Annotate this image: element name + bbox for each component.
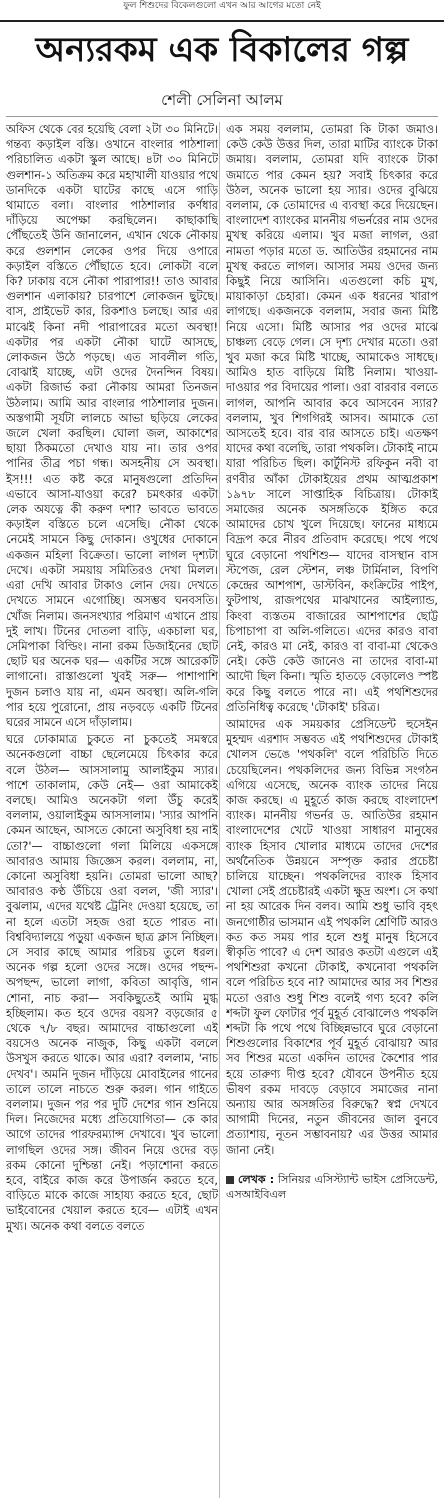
left-paragraph-2: ঘরে ঢোকামাত্র চুকতে না চুকতেই সমস্বরে অনেকগুলো বাচ্চা ছেলেমেয়ে চিৎকার করে বলে উঠল— আসসালামু আলাইকুম স্যার। পাশে তাকালাম, কেউ নেই— ওরা আমাকেই বলছে। আমিও অনেকটা গলা উঁচু করেই বললাম, ওয়ালাইকুম আসসালাম। 'স্যার আপনি কেমন আছেন, আসতে কোনো অসুবিধা হয় নাই তো?'— বাচ্চাগুলো গলা মিলিয়ে একসঙ্গে আবারও আমায় জিজ্ঞেস করল। বললাম, না, কোনো অসুবিধা হয়নি। তোমরা ভালো আছ? আবারও কণ্ঠ উঁচিয়ে ওরা বলল, 'জী স্যার'। বুঝলাম, এদের যথেষ্ট ট্রেনিং দেওয়া হয়েছে, তা না হলে এতটা সহজ ওরা হতে পারত না। বিশ্ববিদ্যালয়ে পড়ুয়া একজন ছাত্র ক্লাস নিচ্ছিল। সে সবার কাছে আমার পরিচয় তুলে ধরল। অনেক গল্প হলো ওদের সঙ্গে। ওদের পছন্দ-অপছন্দ, ভালো লাগা, কবিতা আবৃত্তি, গান শোনা, নাচ করা— সবকিছুতেই আমি মুগ্ধ হচ্ছিলাম। কত হবে ওদের বয়স? বড়জোর ৫ থেকে ৭/৮ বছর। আমাদের বাচ্চাগুলো এই বয়সেও অনেক নাজুক, কিছু একটা বললে উসখুস করতে থাকে। আর এরা? বললাম, 'নাচ দেখব'। অমনি দুজন দাঁড়িয়ে মোবাইলের গানের তালে তালে নাচতে শুরু করল। গান গাইতে বললাম। দুজন পর পর দুটি দেশের গান শুনিয়ে দিল। নিজেদের মধ্যে প্রতিযোগিতা— কে কার আগে তাদের পারফরম্যান্স দেখাবে। খুব ভালো লাগছিল ওদের সঙ্গ। জীবন নিয়ে ওদের বড় রকম কোনো দুশ্চিন্তা নেই। পড়াশোনা করতে হবে, বাইরে কাজ করে উপার্জন করতে হবে, বাড়িতে মাকে কাজে সাহায্য করতে হবে, ছোট ভাইবোনের খেয়াল করতে হবে— এটাই এখন মুখ্য। অনেক কথা বলতে বলতে xyxy=(6,733,218,1233)
column-divider xyxy=(219,122,220,1498)
author-note xyxy=(226,1172,438,1202)
right-paragraph-2: আমাদের এক সময়কার প্রেসিডেন্ট হুসেইন মুহম্মদ এরশাদ সম্ভবত এই পথশিশুদের টোকাই খোলস ভেঙে 'পথকলি' বলে পরিচিতি দিতে চেয়েছিলেন। পথকলিদের জন্য বিভিন্ন সংগঠন এগিয়ে এসেছে, অনেক ব্যাংক তাদের নিয়ে কাজ করছে। এ মুহূর্তে কাজ করছে বাংলাদেশ ব্যাংক। মাননীয় গভর্নর ড. আতিউর রহমান বাংলাদেশের খেটে খাওয়া সাধারণ মানুষের ব্যাংক হিসাব খোলার মাধ্যমে তাদের দেশের অর্থনৈতিক উন্নয়নে সম্পৃক্ত করার প্রচেষ্টা চালিয়ে যাচ্ছেন। পথকলিদের ব্যাংক হিসাব খোলা সেই প্রচেষ্টারই একটা ক্ষুদ্র অংশ। সে কথা না হয় আরেক দিন বলব। আমি শুধু ভাবি বৃহৎ জনগোষ্ঠীর ভাসমান এই পথকলি শ্রেণিটি আরও কত কত সময় পার হলে শুধু মানুষ হিসেবে স্বীকৃতি পাবে? এ দেশ আরও কতটা এগুলে এই পথশিশুরা কখনো টোকাই, কখনোবা পথকলি বলে পরিচিত হবে না? আমাদের আর সব শিশুর মতো ওরাও শুধু শিশু বলেই গণ্য হবে? কলি শব্দটা ফুল ফোটার পূর্ব মুহূর্ত বোঝালেও পথকলি শব্দটা কি পথে পথে বিচ্ছিন্নভাবে ঘুরে বেড়ানো শিশুগুলোর বিকাশের পূর্ব মুহূর্ত বোঝায়? আর সব শিশুর মতো একদিন তাদের কৈশোর পার হয়ে তারুণ্য দীপ্ত হবে? যৌবনে উপনীত হয়ে ভীষণ রকম দাবড়ে বেড়াবে সমাজের নানা অন্যায় আর অসঙ্গতির বিরুদ্ধে? স্বপ্ন দেখবে আগামী দিনের, নতুন জীবনের জাল বুনবে প্রত্যাশায়, নূতন সম্ভাবনায়? এর উত্তর আমার জানা নেই। xyxy=(226,717,438,1157)
header-rule xyxy=(6,116,438,117)
right-column xyxy=(226,122,438,1498)
square-bullet-icon xyxy=(226,1176,234,1184)
top-caption: ফুল শিশুদের বিকেলগুলো এখন আর আগের মতো নেই xyxy=(123,1,321,11)
article-title: অন্যরকম এক বিকালের গল্প xyxy=(0,20,444,78)
author-label: লেখক : xyxy=(238,1172,275,1186)
author-designation: সিনিয়র এসিস্ট্যান্ট ভাইস প্রেসিডেন্ট, এসআইবিএল xyxy=(226,1172,438,1201)
byline: শেলী সেলিনা আলম xyxy=(161,91,283,109)
right-paragraph-1: এক সময় বললাম, তোমরা কি টাকা জমাও। কেউ কেউ উত্তর দিল, তারা মাটির ব্যাংকে টাকা জমায়। বললাম, তোমরা যদি ব্যাংকে টাকা জমাতে পার কেমন হয়? সবাই চিৎকার করে উঠল, অনেক ভালো হয় স্যার। ওদের বুঝিয়ে বললাম, কে তোমাদের এ ব্যবস্থা করে দিয়েছেন। বাংলাদেশ ব্যাংকের মাননীয় গভর্নরের নাম ওদের মুখস্থ করিয়ে এলাম। খুব মজা লাগল, ওরা নামতা পড়ার মতো ড. আতিউর রহমানের নাম মুখস্থ করতে লাগল। আসার সময় ওদের জন্য কিছুই নিয়ে আসিনি। এতগুলো কচি মুখ, মায়াকাড়া চেহারা। কেমন এক ধরনের খারাপ লাগছে। একজনকে বললাম, সবার জন্য মিষ্টি নিয়ে এসো। মিষ্টি আসার পর ওদের মাঝে চাঞ্চল্য বেড়ে গেল। সে দৃশ্য দেখার মতো। ওরা খুব মজা করে মিষ্টি খাচ্ছে, আমাকেও সাধছে। আমিও হাত বাড়িয়ে মিষ্টি নিলাম। খাওয়া-দাওয়ার পর বিদায়ের পালা। ওরা বারবার বলতে লাগল, আপনি আবার কবে আসবেন স্যার? বললাম, খুব শিগগিরই আসব। আমাকে তো আসতেই হবে। বার বার আসতে চাই। এতক্ষণ যাদের কথা বলেছি, তারা পথকলি। টোকাই নামে যারা পরিচিত ছিল। কার্টুনিস্ট রফিকুন নবী বা রণবীর আঁকা টোকাইয়ের প্রথম আত্মপ্রকাশ ১৯৭৮ সালে সাপ্তাহিক বিচিত্রায়। টোকাই সমাজের অনেক অসঙ্গতিকে ইঙ্গিত করে আমাদের চোখ খুলে দিয়েছে। ফানের মাধ্যমে বিদ্রূপ করে নীরব প্রতিবাদ করেছে। পথে পথে ঘুরে বেড়ানো পথশিশু— যাদের বাসস্থান বাস স্টপেজ, রেল স্টেশন, লঞ্চ টার্মিনাল, বিপণি কেন্দ্রের আশপাশ, ডাস্টবিন, কংক্রিটের পাইপ, ফুটপাথ, রাজপথের মাঝখানের আইল্যান্ড, কিংবা ব্যস্ততম বাজারের আশপাশের ছোট্ট চিপাচাপা বা অলি-গলিতে। এদের কারও বাবা নেই, কারও মা নেই, কারও বা বাবা-মা থেকেও নেই। কেউ কেউ জানেও না তাদের বাবা-মা আদৌ ছিল কিনা। স্মৃতি হাতড়ে বেড়ালেও স্পষ্ট করে কিছু বলতে পারে না। এই পথশিশুদের প্রতিনিধিত্ব করেছে 'টোকাই' চরিত্র। xyxy=(226,123,438,714)
left-paragraph-1: অফিস থেকে বের হয়েছি বেলা ২টা ৩০ মিনিটে। গন্তব্য কড়াইল বস্তি। ওখানে বাংলার পাঠশালা পরিচালিত একটা স্কুল আছে। ৪টা ৩০ মিনিটে গুলশান-১ অতিক্রম করে মহাখালী যাওয়ার পথে ডানদিকে একটা ঘাটের কাছে এসে গাড়ি থামাতে বলা। বাংলার পাঠশালার কর্ণধার দাঁড়িয়ে অপেক্ষা করছিলেন। কাছাকাছি পৌঁছতেই উনি জানালেন, এখান থেকে নৌকায় করে গুলশান লেকের ওপর দিয়ে ওপারে কড়াইল বস্তিতে পৌঁছাতে হবে। লোকটা বলে কি? ঢাকায় বসে নৌকা পারাপার!! তাও আবার গুলশান এলাকায়? চারপাশে লোকজন ছুটছে। বাস, প্রাইভেট কার, রিকশাও চলছে। আর এর মাঝেই কিনা নদী পারাপারের মতো অবস্থা! একটার পর একটা নৌকা ঘাটে আসছে, লোকজন উঠে পড়ছে। এত সাবলীল গতি, বোঝাই যাচ্ছে, এটা ওদের দৈনন্দিন বিষয়। একটা রিজার্ভ করা নৌকায় আমরা তিনজন উঠলাম। আমি আর বাংলার পাঠশালার দুজন। অস্তগামী সূর্যটা লালচে আভা ছড়িয়ে লেকের জলে খেলা করছিল। ঘোলা জল, আকাশের ছায়া ঠিকমতো দেখাও যায় না। তার ওপর পানির তীব্র পচা গন্ধ। অসহনীয় সে অবস্থা। ইস!!! এত কষ্ট করে মানুষগুলো প্রতিদিন এভাবে আসা-যাওয়া করে? চমৎকার একটা লেক অযত্নে কী করুণ দশা? ভাবতে ভাবতে কড়াইল বস্তিতে চলে এসেছি। নৌকা থেকে নেমেই সামনে কিছু দোকান। ওখুধের দোকানে একজন মহিলা বিক্রেতা। ভালো লাগল দৃশ্যটা দেখে। একটা সময়ায় সমিতিরও দেখা মিলল। এরা দেখি আবার টাকাও লোন দেয়। দেখতে দেখতে সামনে এগোচ্ছি। অসম্ভব ঘনবসতি। খোঁজ নিলাম। জনসংখ্যার পরিমাণ এখানে প্রায় দুই লাখ। টিনের দোতলা বাড়ি, একচালা ঘর, সেমিপাকা বিল্ডিং। নানা রকম ডিজাইনের ছোট ছোট ঘর অনেক ঘর— একটির সঙ্গে আরেকটি লাগানো। রাস্তাগুলো খুবই সরু— পাশাপাশি দুজন চলাও যায় না, এমন অবস্থা। অলি-গলি পার হয়ে পুরোনো, প্রায় নড়বড়ে একটি টিনের ঘরের সামনে এসে দাঁড়ালাম। xyxy=(6,123,218,729)
left-column xyxy=(6,122,218,1498)
